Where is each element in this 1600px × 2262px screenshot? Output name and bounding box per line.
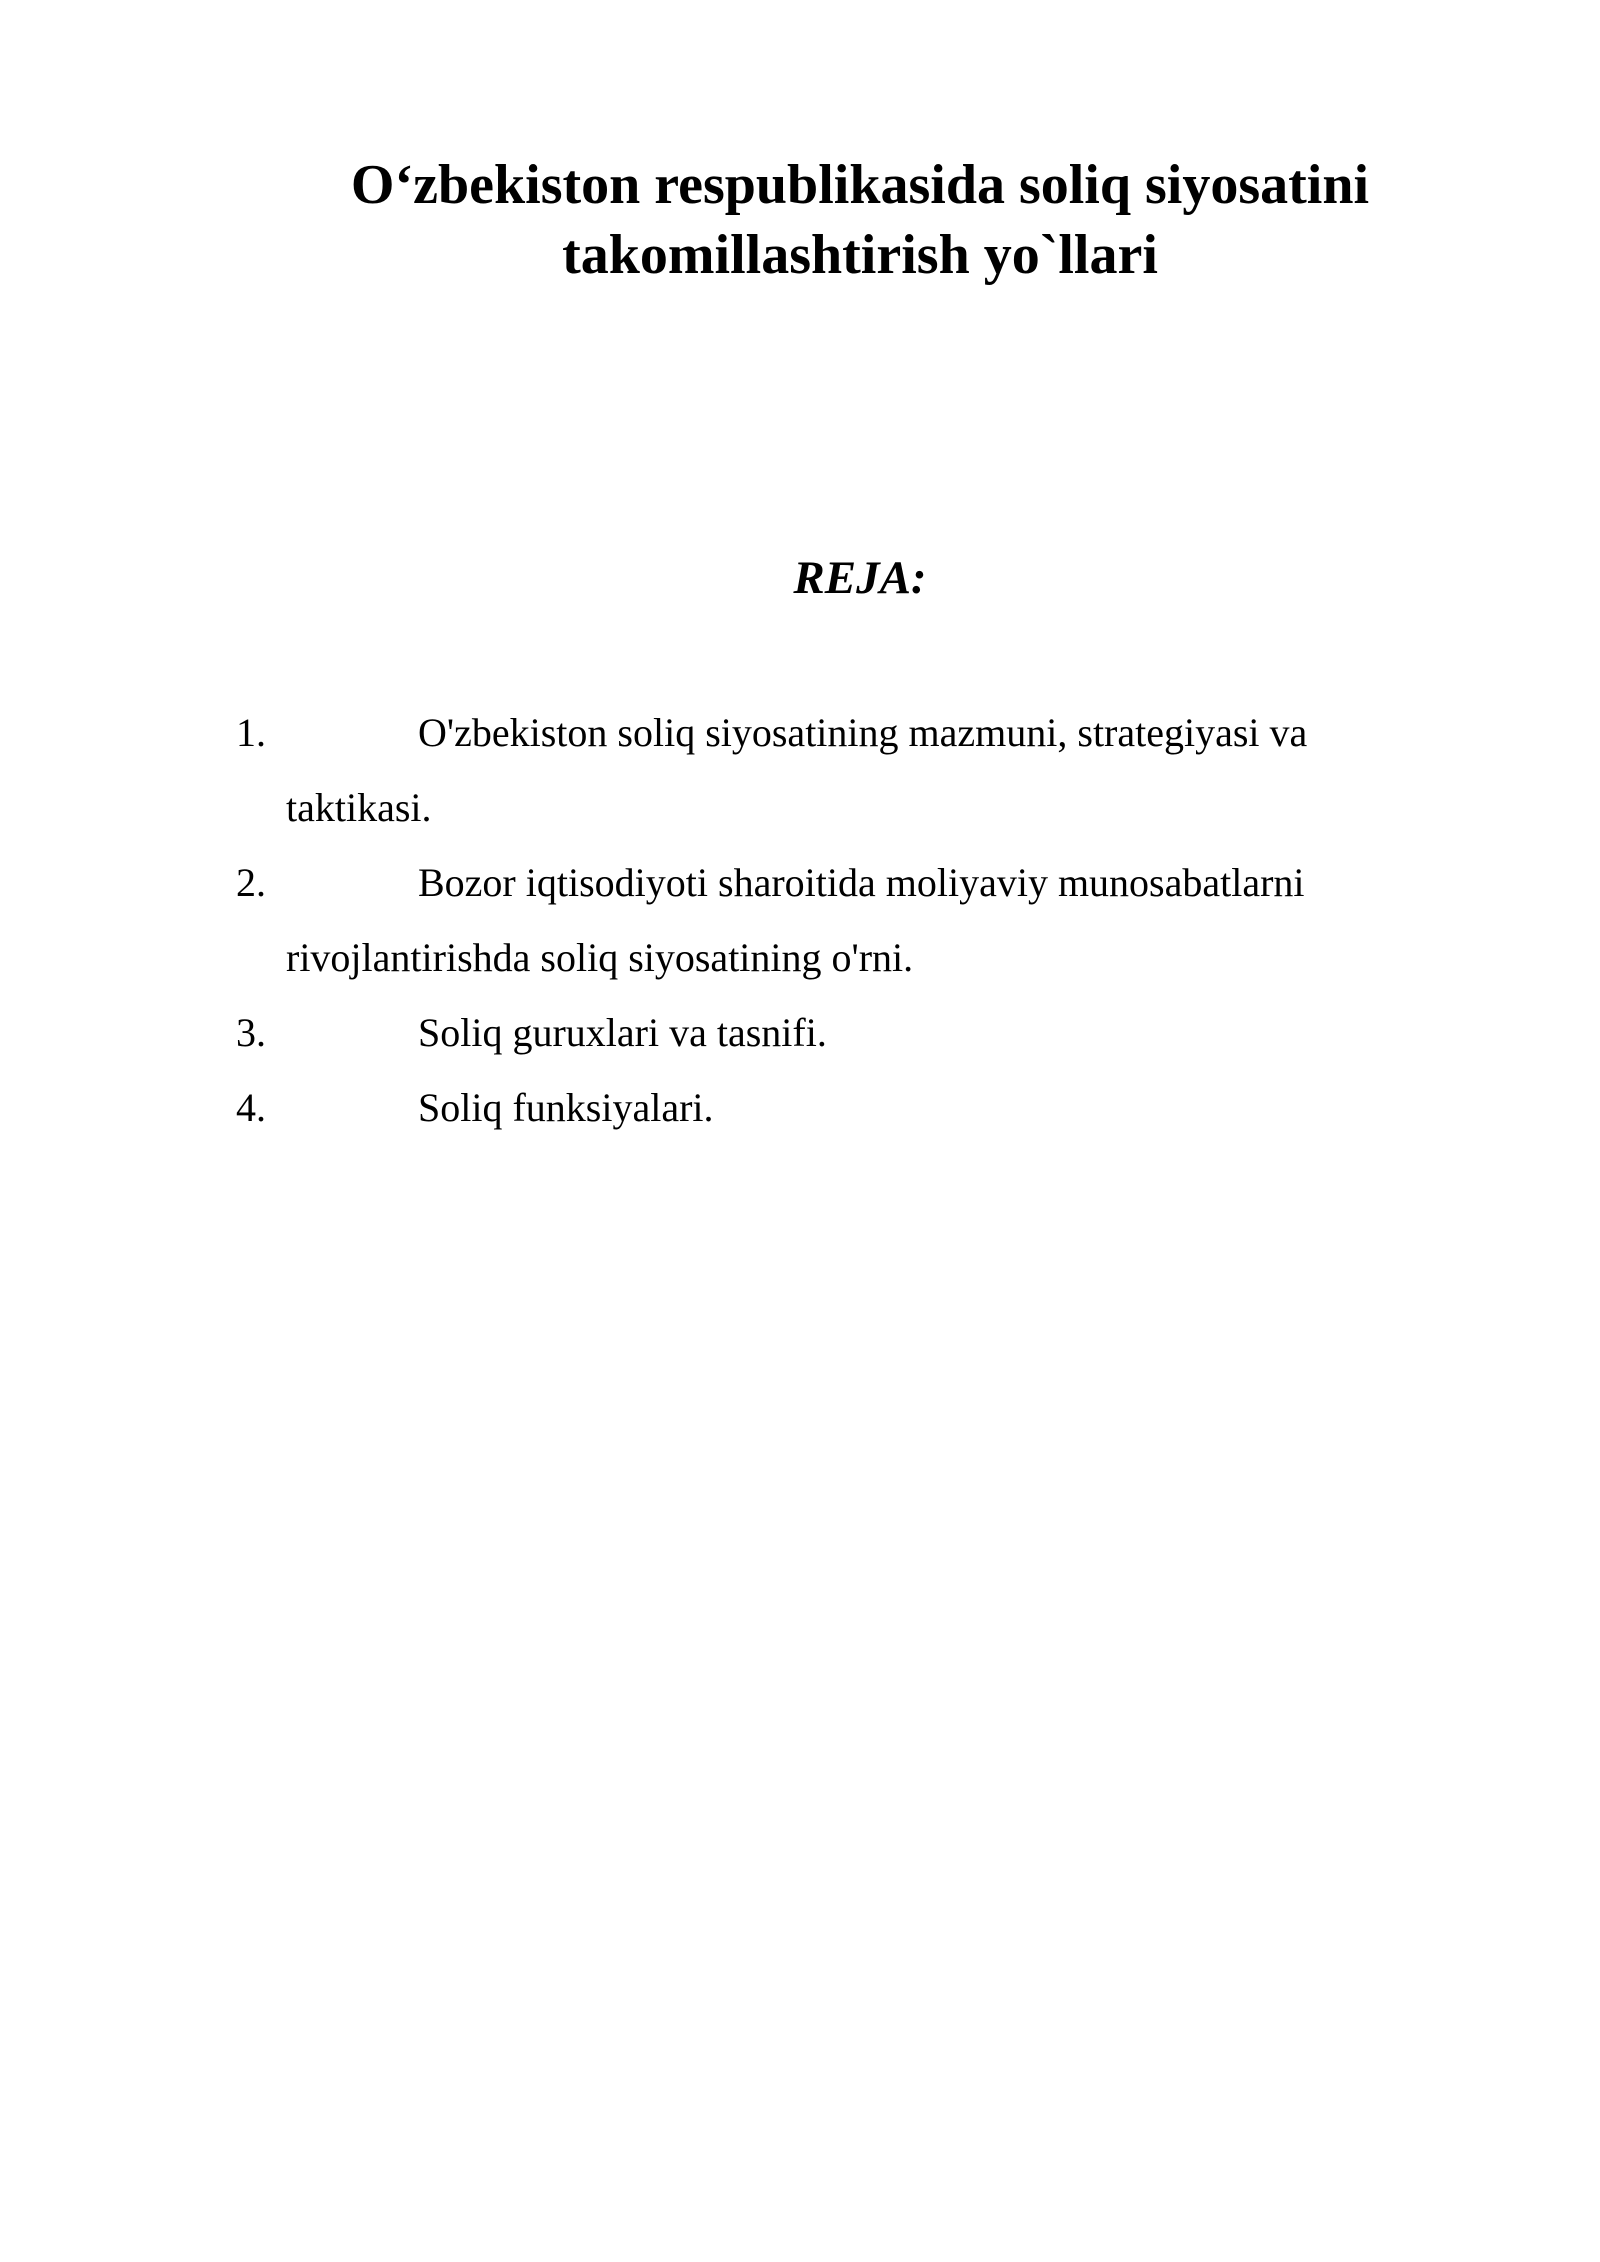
plan-heading: REJA: [793, 552, 927, 604]
plan-item-1 [236, 695, 1406, 845]
plan-item-number: 4. [236, 1085, 266, 1130]
plan-item-4 [236, 1070, 1406, 1145]
plan-item-number: 1. [236, 710, 266, 755]
plan-item-text: Soliq guruxlari va tasnifi. [418, 1010, 827, 1055]
plan-item-number: 3. [236, 1010, 266, 1055]
plan-item-text: Bozor iqtisodiyoti sharoitida moliyaviy munosabatlarni rivojlantirishda soliq siyosatining o'rni. [286, 860, 1305, 980]
title-line-1: O‘zbekiston respublikasida soliq siyosatini [350, 154, 1370, 216]
plan-list [236, 695, 1406, 1145]
document-title [240, 150, 1480, 290]
plan-item-2 [236, 845, 1406, 995]
plan-item-number: 2. [236, 860, 266, 905]
title-line-2: takomillashtirish yo`llari [562, 224, 1158, 286]
plan-item-text: O'zbekiston soliq siyosatining mazmuni, strategiyasi va taktikasi. [286, 710, 1308, 830]
plan-item-3 [236, 995, 1406, 1070]
plan-item-text: Soliq funksiyalari. [418, 1085, 714, 1130]
